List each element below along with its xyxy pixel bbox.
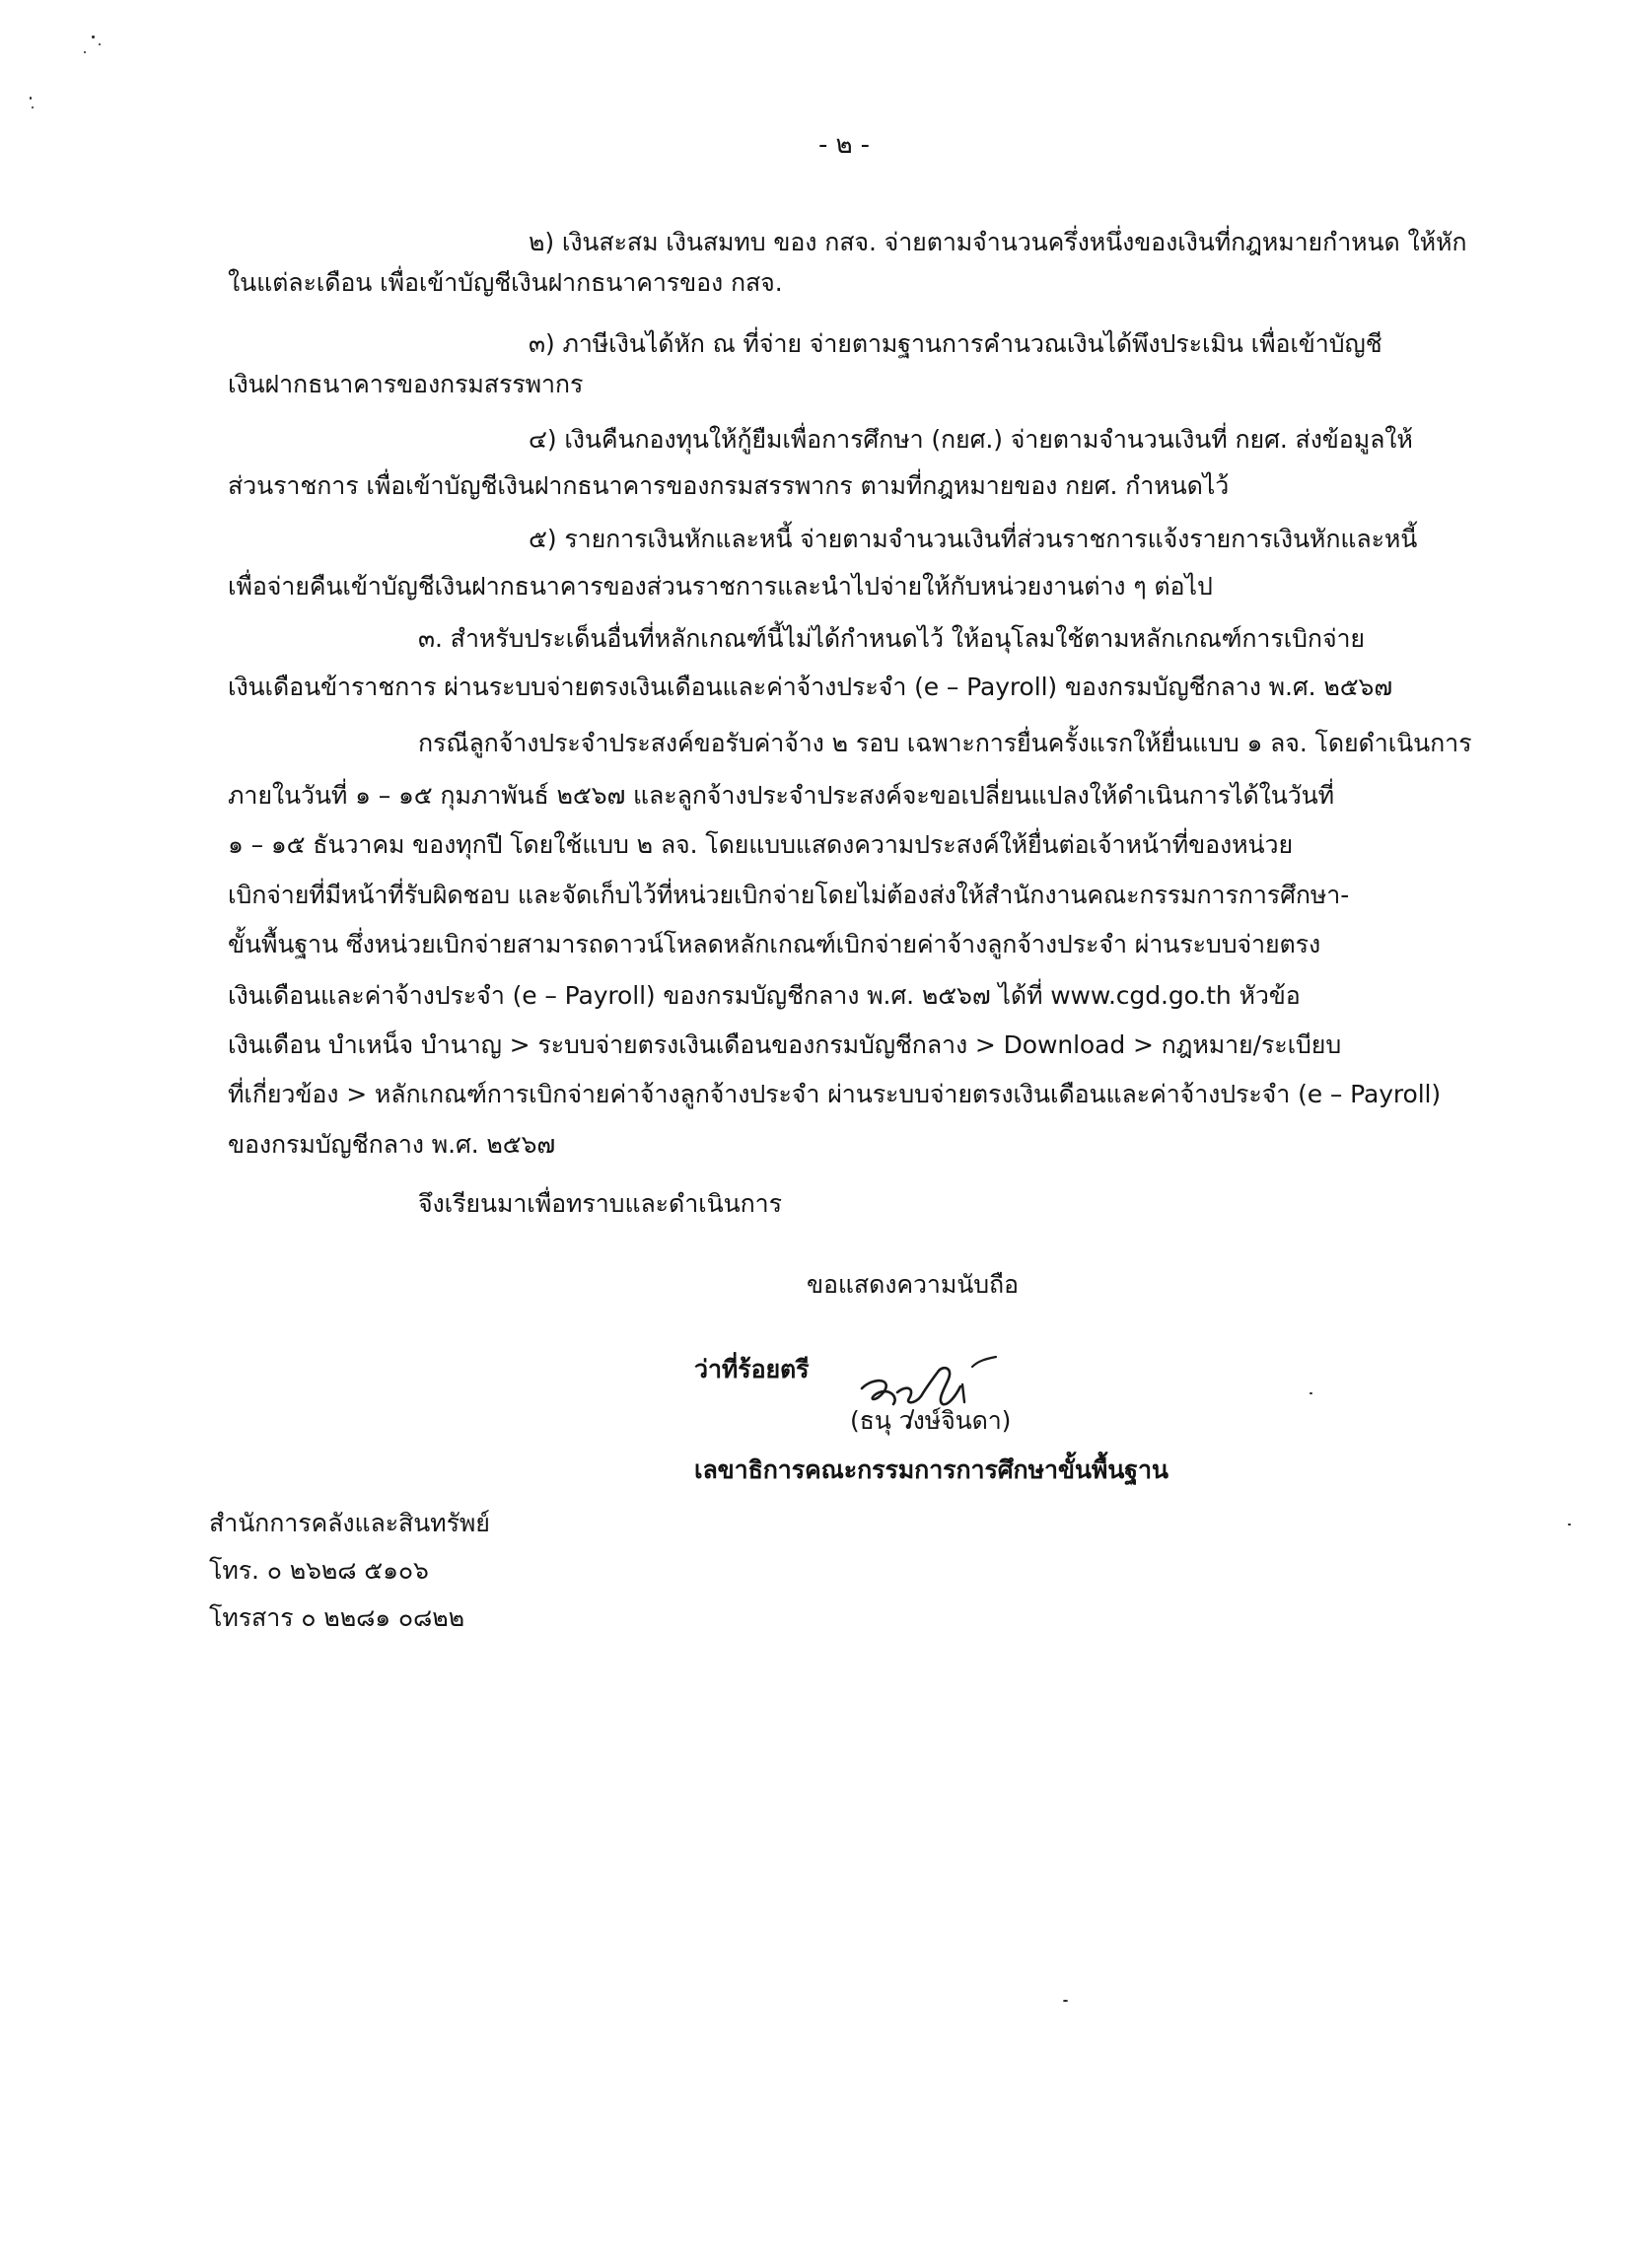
paragraph-4-line-1: ๕) รายการเงินหักและหนี้ จ่ายตามจำนวนเงินที่ส่วนราชการแจ้งรายการเงินหักและหนี้ [529,525,1418,553]
paragraph-4-line-2: เพื่อจ่ายคืนเข้าบัญชีเงินฝากธนาคารของส่วนราชการและนำไปจ่ายให้กับหน่วยงานต่าง ๆ ต่อไป [228,572,1213,601]
paragraph-6-line-5: ขั้นพื้นฐาน ซึ่งหน่วยเบิกจ่ายสามารถดาวน์โหลดหลักเกณฑ์เบิกจ่ายค่าจ้างลูกจ้างประจำ ผ่านระบบจ่ายตรง [228,930,1321,958]
paragraph-6-line-7: เงินเดือน บำเหน็จ บำนาญ > ระบบจ่ายตรงเงินเดือนของกรมบัญชีกลาง > Download > กฎหมาย/ระเบียบ [228,1030,1342,1059]
scan-speck [99,43,101,45]
paragraph-3-line-2: ส่วนราชการ เพื่อเข้าบัญชีเงินฝากธนาคารของกรมสรรพากร ตามที่กฎหมายของ กยศ. กำหนดไว้ [228,471,1230,500]
paragraph-2-line-2: เงินฝากธนาคารของกรมสรรพากร [228,370,584,398]
scan-speck [84,51,86,53]
paragraph-6-line-8: ที่เกี่ยวข้อง > หลักเกณฑ์การเบิกจ่ายค่าจ้างลูกจ้างประจำ ผ่านระบบจ่ายตรงเงินเดือนและค่าจ้างประจำ (e – Payroll) [228,1080,1442,1108]
signer-rank: ว่าที่ร้อยตรี [694,1355,810,1383]
scan-speck [1568,1524,1571,1525]
paragraph-6-line-6: เงินเดือนและค่าจ้างประจำ (e – Payroll) ของกรมบัญชีกลาง พ.ศ. ๒๕๖๗ ได้ที่ www.cgd.go.th หัวข้อ [228,981,1301,1010]
scan-speck [1063,2000,1068,2002]
paragraph-3-line-1: ๔) เงินคืนกองทุนให้กู้ยืมเพื่อการศึกษา (กยศ.) จ่ายตามจำนวนเงินที่ กยศ. ส่งข้อมูลให้ [529,425,1413,454]
paragraph-5-line-2: เงินเดือนข้าราชการ ผ่านระบบจ่ายตรงเงินเดือนและค่าจ้างประจำ (e – Payroll) ของกรมบัญชีกลาง พ.ศ. ๒๕๖๗ [228,673,1393,701]
scan-speck [1310,1392,1312,1394]
paragraph-2-line-1: ๓) ภาษีเงินได้หัก ณ ที่จ่าย จ่ายตามฐานการคำนวณเงินได้พึงประเมิน เพื่อเข้าบัญชี [529,329,1382,358]
paragraph-6-line-4: เบิกจ่ายที่มีหน้าที่รับผิดชอบ และจัดเก็บไว้ที่หน่วยเบิกจ่ายโดยไม่ต้องส่งให้สำนักงานคณะกรรมการการศึกษา- [228,881,1350,909]
paragraph-6-line-3: ๑ – ๑๕ ธันวาคม ของทุกปี โดยใช้แบบ ๒ ลจ. โดยแบบแสดงความประสงค์ให้ยื่นต่อเจ้าหน้าที่ของหน่วย [228,830,1294,859]
office-fax: โทรสาร ๐ ๒๒๘๑ ๐๘๒๒ [209,1603,464,1632]
scan-speck [32,106,34,108]
scan-speck [92,35,95,38]
office-name: สำนักการคลังและสินทรัพย์ [209,1509,490,1537]
closing-line: จึงเรียนมาเพื่อทราบและดำเนินการ [418,1189,782,1218]
paragraph-1-line-2: ในแต่ละเดือน เพื่อเข้าบัญชีเงินฝากธนาคารของ กสจ. [228,268,783,297]
paragraph-6-line-1: กรณีลูกจ้างประจำประสงค์ขอรับค่าจ้าง ๒ รอบ เฉพาะการยื่นครั้งแรกให้ยื่นแบบ ๑ ลจ. โดยดำเนินการ [418,729,1472,757]
page-number: - ๒ - [818,130,870,160]
signer-title: เลขาธิการคณะกรรมการการศึกษาขั้นพื้นฐาน [694,1455,1169,1484]
paragraph-1-line-1: ๒) เงินสะสม เงินสมทบ ของ กสจ. จ่ายตามจำนวนครึ่งหนึ่งของเงินที่กฎหมายกำหนด ให้หัก [529,228,1467,256]
paragraph-6-line-9: ของกรมบัญชีกลาง พ.ศ. ๒๕๖๗ [228,1130,556,1159]
scan-speck [30,97,32,100]
regards-line: ขอแสดงความนับถือ [807,1270,1019,1299]
office-phone: โทร. ๐ ๒๖๒๘ ๕๑๐๖ [209,1556,429,1585]
paragraph-5-line-1: ๓. สำหรับประเด็นอื่นที่หลักเกณฑ์นี้ไม่ได้กำหนดไว้ ให้อนุโลมใช้ตามหลักเกณฑ์การเบิกจ่าย [418,624,1365,653]
signer-name: (ธนุ วงษ์จินดา) [850,1406,1012,1435]
paragraph-6-line-2: ภายในวันที่ ๑ – ๑๕ กุมภาพันธ์ ๒๕๖๗ และลูกจ้างประจำประสงค์จะขอเปลี่ยนแปลงให้ดำเนินการได้ในวันที่ [228,781,1335,810]
